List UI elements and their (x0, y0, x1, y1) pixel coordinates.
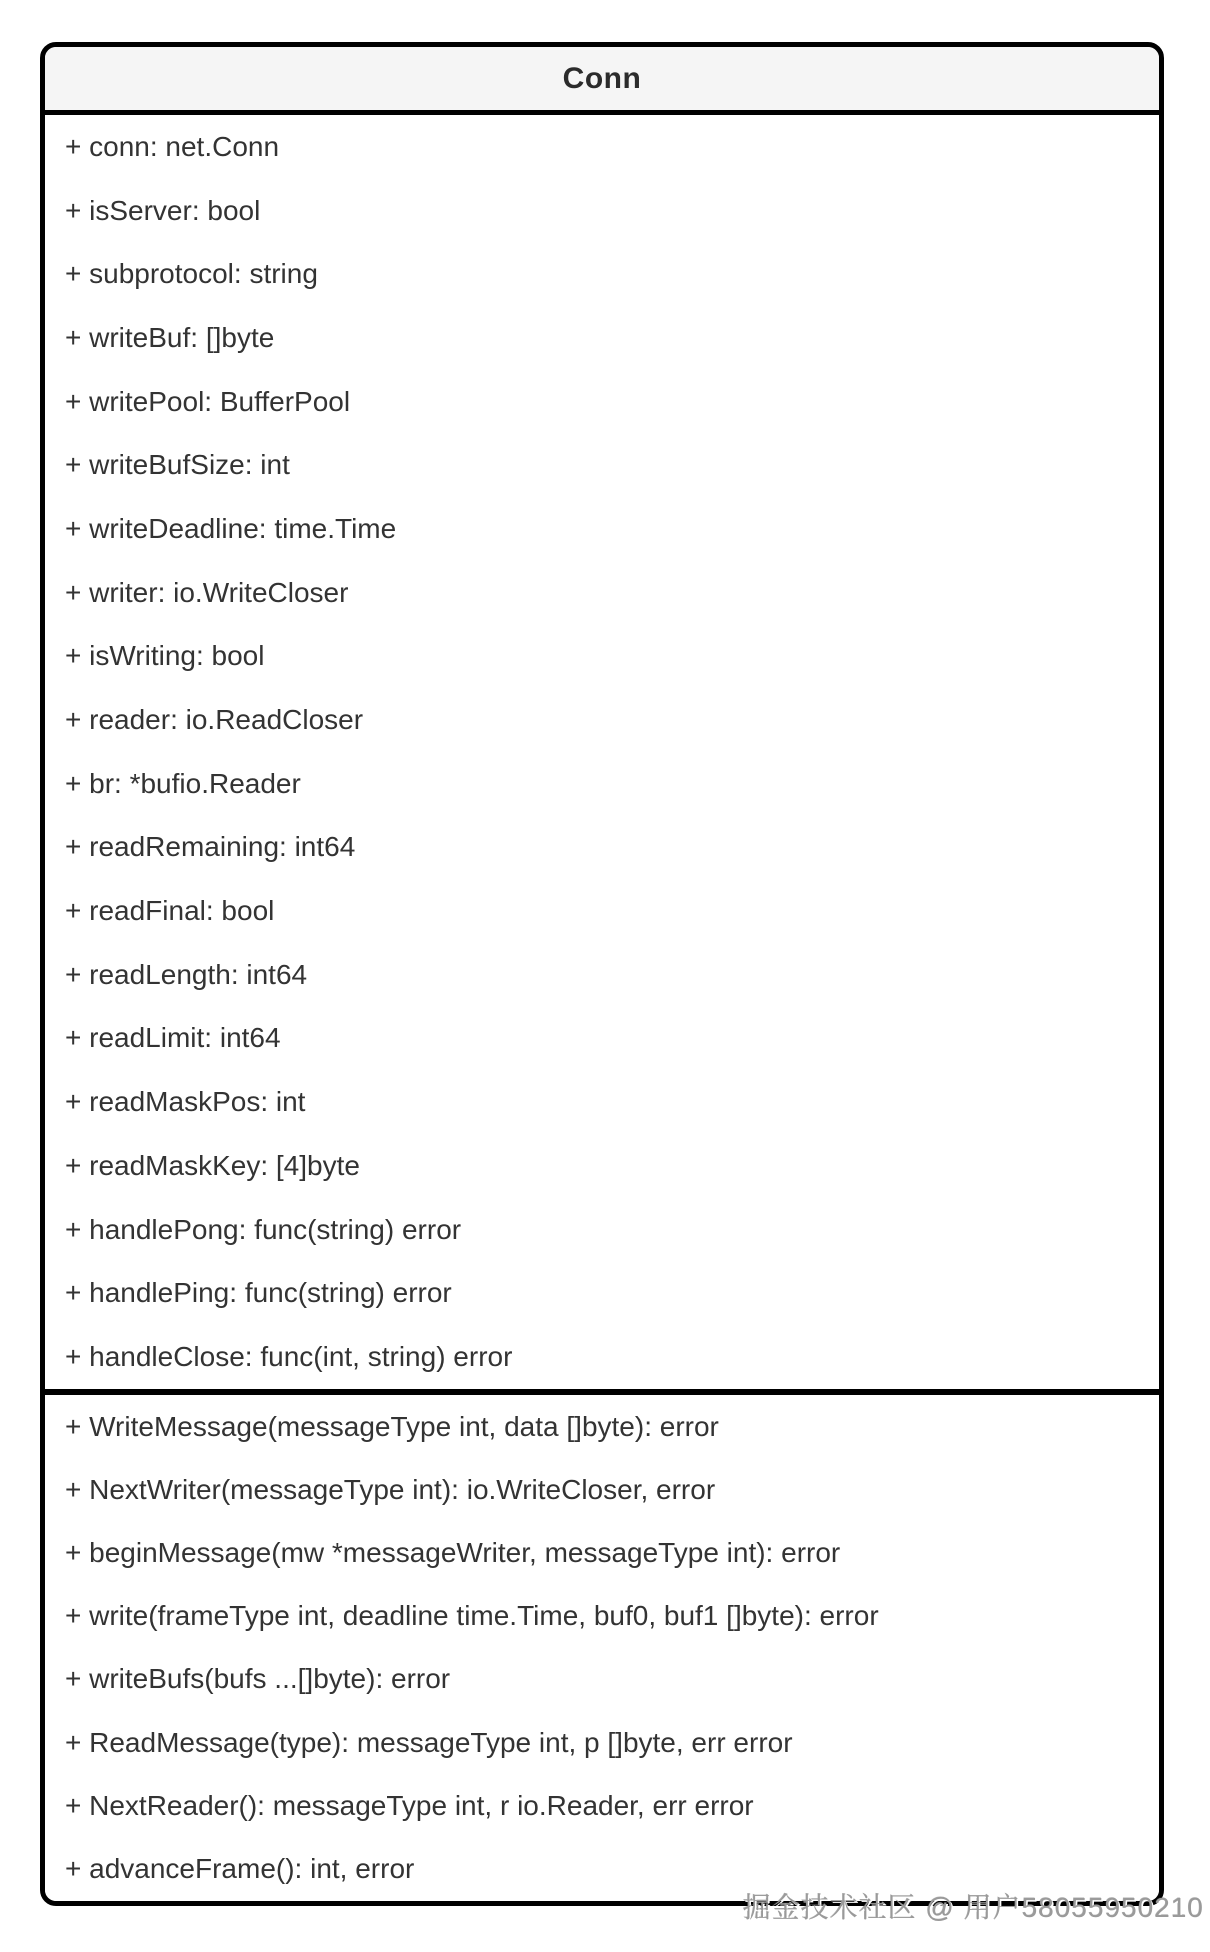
uml-class-conn (40, 42, 1164, 1906)
attribute-row: + reader: io.ReadCloser (65, 704, 364, 736)
methods-compartment (45, 1389, 1159, 1901)
method-row: + WriteMessage(messageType int, data []byte): error (65, 1410, 719, 1442)
method-row: + write(frameType int, deadline time.Time, buf0, buf1 []byte): error (65, 1600, 879, 1632)
attribute-row: + handlePong: func(string) error (65, 1213, 462, 1245)
attribute-row: + readMaskKey: [4]byte (65, 1149, 360, 1181)
attribute-row: + isServer: bool (65, 194, 261, 226)
class-name: Conn (562, 61, 642, 95)
method-row: + NextWriter(messageType int): io.WriteCloser, error (65, 1473, 716, 1505)
method-row: + advanceFrame(): int, error (65, 1852, 415, 1884)
attribute-row: + readLength: int64 (65, 958, 308, 990)
attribute-row: + readMaskPos: int (65, 1086, 306, 1118)
attribute-row: + readRemaining: int64 (65, 831, 356, 863)
attribute-row: + readLimit: int64 (65, 1022, 281, 1054)
class-header (45, 47, 1159, 115)
attribute-row: + conn: net.Conn (65, 130, 280, 162)
attribute-row: + br: *bufio.Reader (65, 767, 301, 799)
attribute-row: + subprotocol: string (65, 258, 318, 290)
attribute-row: + handleClose: func(int, string) error (65, 1340, 513, 1372)
attributes-compartment (45, 115, 1159, 1389)
method-row: + beginMessage(mw *messageWriter, messageType int): error (65, 1536, 841, 1568)
attribute-row: + writeBufSize: int (65, 449, 290, 481)
attribute-row: + writeBuf: []byte (65, 321, 275, 353)
attribute-row: + readFinal: bool (65, 895, 275, 927)
method-row: + NextReader(): messageType int, r io.Reader, err error (65, 1789, 754, 1821)
attribute-row: + isWriting: bool (65, 640, 265, 672)
method-row: + writeBufs(bufs ...[]byte): error (65, 1663, 451, 1695)
attribute-row: + writePool: BufferPool (65, 385, 351, 417)
attribute-row: + writer: io.WriteCloser (65, 576, 349, 608)
attribute-row: + writeDeadline: time.Time (65, 512, 397, 544)
attribute-row: + handlePing: func(string) error (65, 1277, 452, 1309)
watermark: 掘金技术社区 @ 用户58055950210 (742, 1892, 1204, 1923)
method-row: + ReadMessage(type): messageType int, p []byte, err error (65, 1726, 793, 1758)
